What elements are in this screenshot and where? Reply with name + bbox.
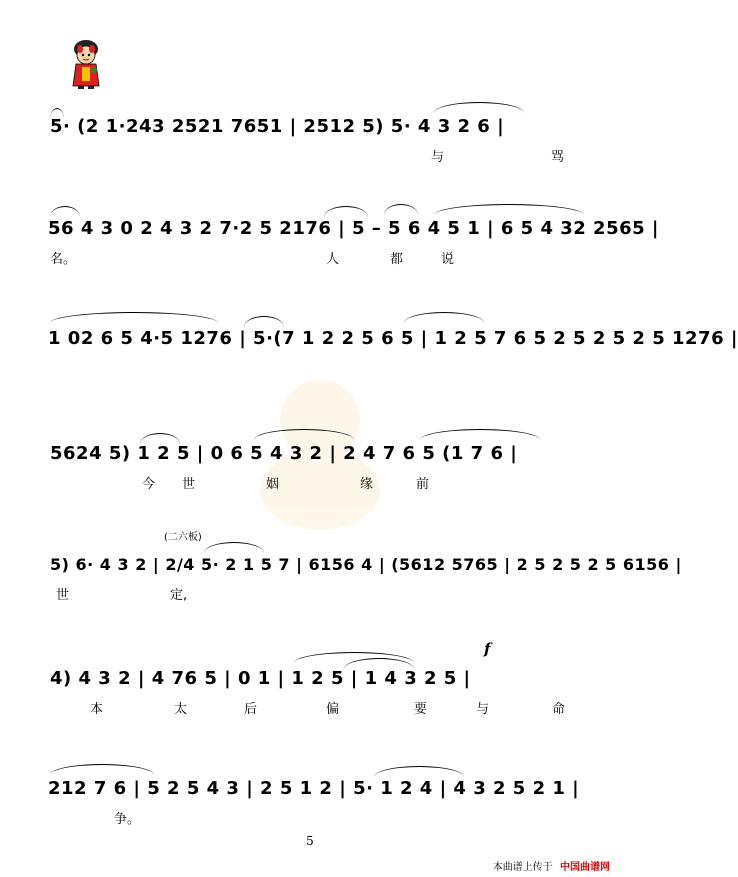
lyric: 名。: [50, 252, 77, 267]
lyric: 与: [476, 702, 490, 717]
lyric: 太: [174, 702, 188, 717]
notation-line-7: 212 7 6 | 5 2 5 4 3 | 2 5 1 2 | 5· 1 2 4 | 4 3 2 5 2 1 |: [48, 778, 580, 799]
dynamic-forte: f: [484, 640, 491, 658]
lyric: 要: [414, 702, 428, 717]
lyric: 前: [416, 477, 430, 492]
slur: [50, 312, 218, 323]
score-line-7: [44, 772, 584, 842]
lyric: 缘: [360, 477, 374, 492]
slur: [324, 206, 368, 217]
notation-line-5: 5) 6· 4 3 2 | 2/4 5· 2 1 5 7 | 6156 4 | (5612 5765 | 2 5 2 5 2 5 6156 |: [50, 555, 682, 574]
score-line-4: [44, 437, 584, 507]
lyric: 说: [441, 252, 455, 267]
lyric: 骂: [551, 150, 565, 165]
lyric: 命: [552, 702, 566, 717]
notation-line-2: 56 4 3 0 2 4 3 2 7·2 5 2176 | 5 – 5 6 4 5 1 | 6 5 4 32 2565 |: [48, 218, 659, 239]
opera-mascot-logo: [64, 38, 108, 90]
lyric: 姻: [266, 477, 280, 492]
page-number: 5: [306, 834, 314, 848]
lyric: 本: [90, 702, 104, 717]
score-line-6: [44, 640, 584, 732]
slur: [434, 204, 584, 215]
notation-line-1: 5· (2 1·243 2521 7651 | 2512 5) 5· 4 3 2 6 |: [50, 116, 505, 137]
slur: [384, 204, 418, 215]
slur: [204, 542, 264, 553]
lyric: 争。: [114, 812, 141, 827]
lyric: 后: [244, 702, 258, 717]
slur: [50, 764, 154, 775]
slur: [404, 312, 484, 323]
score-line-2: [44, 212, 659, 282]
score-line-3: [44, 322, 738, 392]
lyric: 今: [142, 477, 156, 492]
site-name[interactable]: 中国曲谱网: [560, 862, 610, 873]
lyric: 偏: [326, 702, 340, 717]
lyric: 世: [182, 477, 196, 492]
lyric: 定,: [170, 588, 188, 603]
lyric: 都: [390, 252, 404, 267]
slur: [374, 766, 464, 777]
slur: [244, 316, 284, 327]
slur: [140, 433, 180, 444]
notation-line-4: 5624 5) 1 2 5 | 0 6 5 4 3 2 | 2 4 7 6 5 (1 7 6 |: [50, 443, 518, 464]
lyric: 世: [56, 588, 70, 603]
notation-line-6: 4) 4 3 2 | 4 76 5 | 0 1 | 1 2 5 | 1 4 3 2 5 |: [50, 668, 471, 689]
score-line-1: [44, 110, 584, 180]
upload-footer: [493, 858, 610, 873]
slur: [420, 429, 540, 440]
score-line-5: [44, 532, 682, 618]
notation-line-3: 1 02 6 5 4·5 1276 | 5·(7 1 2 2 5 6 5 | 1 2 5 7 6 5 2 5 2 5 2 5 1276 |: [48, 328, 738, 349]
slur: [434, 102, 524, 113]
lyric: 与: [431, 150, 445, 165]
footer-text: 本曲谱上传于: [492, 862, 553, 873]
lyric: 人: [326, 252, 340, 267]
banshi-marking: (二六板): [164, 532, 202, 543]
slur: [50, 206, 80, 217]
